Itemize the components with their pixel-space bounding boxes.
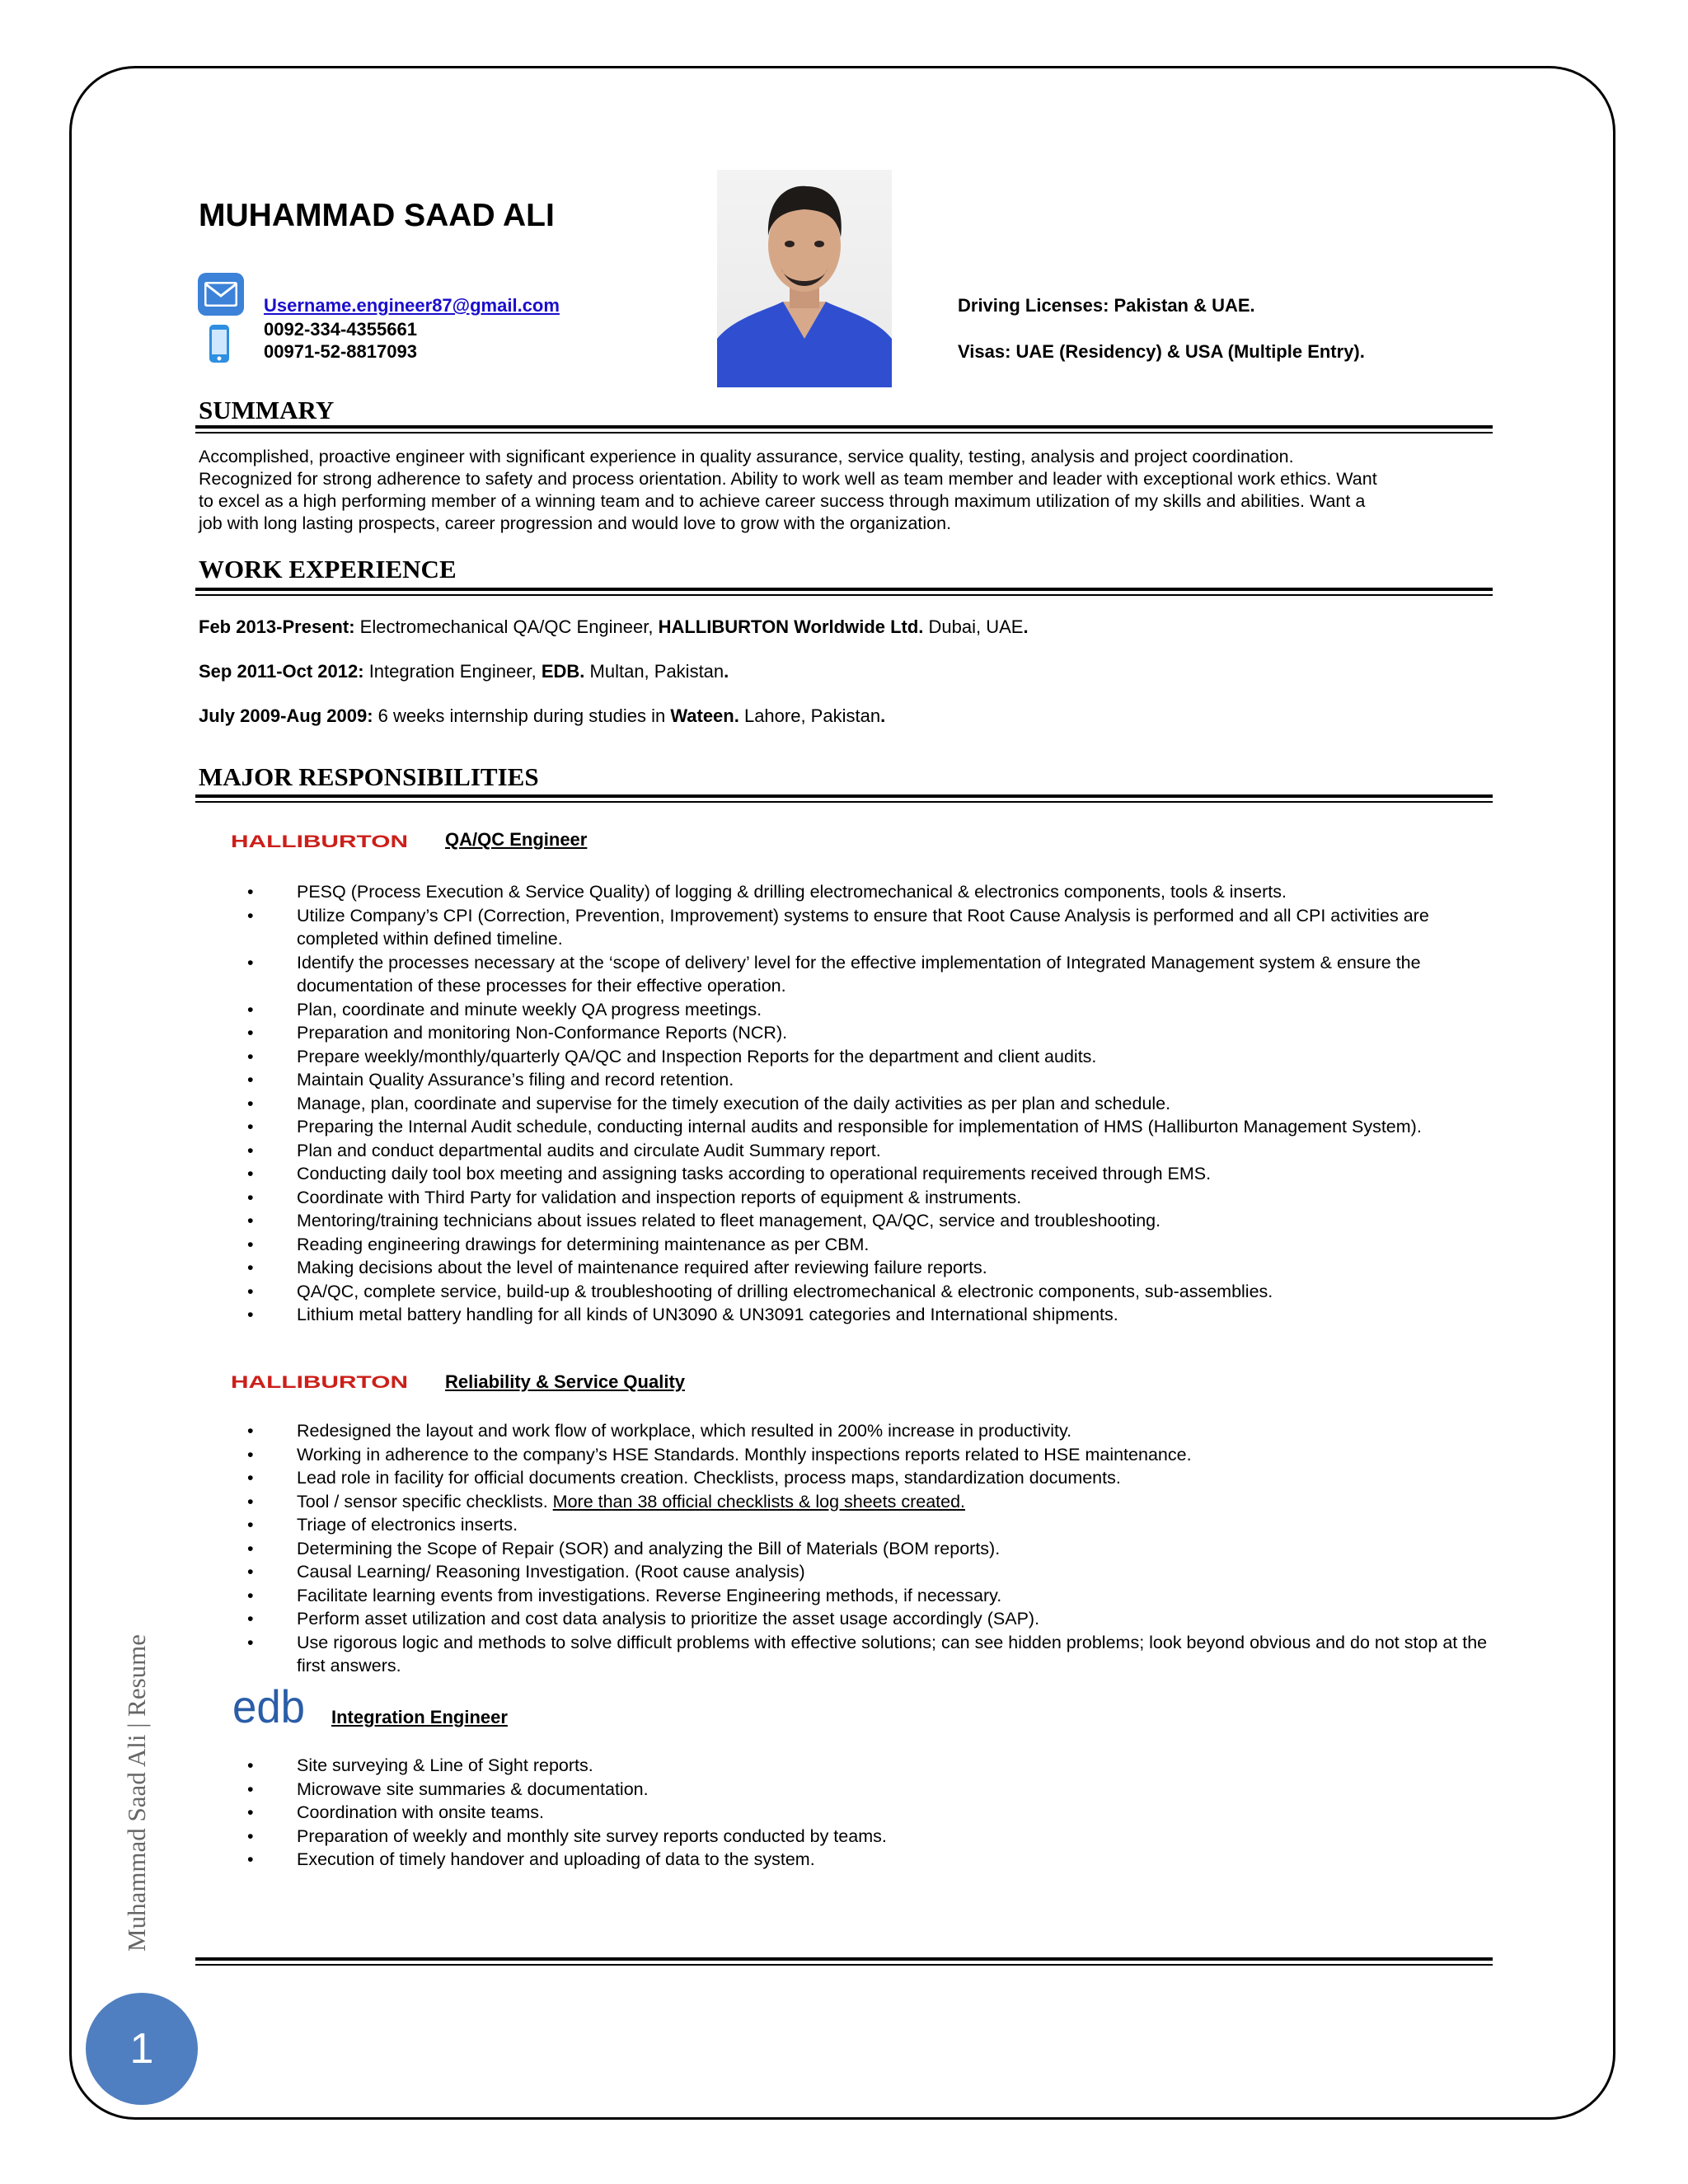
list-item: • Triage of electronics inserts. [247, 1513, 1492, 1537]
list-item: • Manage, plan, coordinate and supervise for the timely execution of the daily activities as per plan and schedule. [247, 1092, 1492, 1116]
list-item: • Redesigned the layout and work flow of workplace, which resulted in 200% increase in productivity. [247, 1419, 1492, 1443]
list-item: • Facilitate learning events from investigations. Reverse Engineering methods, if necessary. [247, 1584, 1492, 1608]
list-item: • Reading engineering drawings for determining maintenance as per CBM. [247, 1233, 1492, 1257]
candidate-name: MUHAMMAD SAAD ALI [199, 198, 555, 233]
work-entry-wateen: July 2009-Aug 2009: 6 weeks internship during studies in Wateen. Lahore, Pakistan. [199, 705, 886, 726]
summary-heading: SUMMARY [199, 396, 335, 424]
svg-text:HALLIBURTON: HALLIBURTON [231, 832, 408, 851]
list-item: • Making decisions about the level of maintenance required after reviewing failure reports. [247, 1256, 1492, 1280]
rsq-responsibilities-list [247, 1419, 1492, 1678]
side-footer-text: Muhammad Saad Ali | Resume [122, 1633, 151, 1952]
work-entry-edb: Sep 2011-Oct 2012: Integration Engineer, EDB. Multan, Pakistan. [199, 661, 729, 682]
list-item: • Coordinate with Third Party for validation and inspection reports of equipment & instruments. [247, 1186, 1492, 1210]
list-item: • Mentoring/training technicians about issues related to fleet management, QA/QC, service and troubleshooting. [247, 1209, 1492, 1233]
svg-text:edb: edb [232, 1681, 305, 1732]
list-item: • Coordination with onsite teams. [247, 1801, 1492, 1825]
list-item: • Lithium metal battery handling for all kinds of UN3090 & UN3091 categories and International shipments. [247, 1303, 1492, 1327]
list-item: • Maintain Quality Assurance’s filing and record retention. [247, 1068, 1492, 1092]
edb-logo [231, 1681, 310, 1736]
list-item: • Determining the Scope of Repair (SOR) and analyzing the Bill of Materials (BOM reports). [247, 1537, 1492, 1561]
halliburton-logo [231, 827, 412, 857]
summary-text: Accomplished, proactive engineer with significant experience in quality assurance, service quality, testing, analysis and project coordination. Recognized for strong adherence to safety and process orientation. Ability to work well as team member and leader with exceptional work ethics. Want to excel as a high performing member of a winning team and to achieve career success through maximum utilization of my skills and abilities. Want a job with long lasting prospects, career progression and would love to grow with the organization. [199, 447, 1377, 533]
list-item: • Tool / sensor specific checklists. More than 38 official checklists & log sheets created. [247, 1490, 1492, 1514]
edb-responsibilities-list [247, 1754, 1492, 1872]
section-divider [195, 588, 1493, 596]
work-entry-halliburton: Feb 2013-Present: Electromechanical QA/QC Engineer, HALLIBURTON Worldwide Ltd. Dubai, UAE. [199, 616, 1029, 637]
list-item: • Use rigorous logic and methods to solve difficult problems with effective solutions; can see hidden problems; look beyond obvious and do not stop at the first answers. [247, 1631, 1492, 1678]
list-item: • Working in adherence to the company’s HSE Standards. Monthly inspections reports related to HSE maintenance. [247, 1443, 1492, 1467]
edb-role-title: Integration Engineer [331, 1707, 508, 1727]
phone-icon [208, 324, 231, 363]
list-item: • Lead role in facility for official documents creation. Checklists, process maps, standardization documents. [247, 1466, 1492, 1490]
email-link[interactable]: Username.engineer87@gmail.com [264, 295, 560, 316]
svg-text:HALLIBURTON: HALLIBURTON [231, 1373, 408, 1392]
list-item: • Microwave site summaries & documentation. [247, 1778, 1492, 1802]
qa-role-title: QA/QC Engineer [445, 829, 588, 850]
responsibilities-heading: MAJOR RESPONSIBILITIES [199, 762, 539, 791]
list-item: • Plan and conduct departmental audits and circulate Audit Summary report. [247, 1139, 1492, 1163]
list-item: • Execution of timely handover and uploading of data to the system. [247, 1848, 1492, 1872]
list-item: • QA/QC, complete service, build-up & troubleshooting of drilling electromechanical & electronic components, sub-assemblies. [247, 1280, 1492, 1304]
email-icon [198, 273, 244, 316]
list-item: • Conducting daily tool box meeting and assigning tasks according to operational requirements received through EMS. [247, 1162, 1492, 1186]
phone-pakistan: 0092-334-4355661 [264, 319, 417, 340]
list-item: • Plan, coordinate and minute weekly QA progress meetings. [247, 998, 1492, 1022]
footer-divider [195, 1957, 1493, 1966]
qa-responsibilities-list [247, 880, 1492, 1327]
visas: Visas: UAE (Residency) & USA (Multiple Entry). [958, 341, 1365, 362]
list-item: • Preparation of weekly and monthly site survey reports conducted by teams. [247, 1825, 1492, 1849]
page-number: 1 [86, 1993, 198, 2105]
rsq-role-title: Reliability & Service Quality [445, 1371, 686, 1392]
checklists-count: More than 38 official checklists & log sheets created. [552, 1491, 966, 1511]
work-experience-heading: WORK EXPERIENCE [199, 555, 457, 583]
driving-licenses: Driving Licenses: Pakistan & UAE. [958, 295, 1255, 316]
list-item: • Site surveying & Line of Sight reports. [247, 1754, 1492, 1778]
list-item: • PESQ (Process Execution & Service Quality) of logging & drilling electromechanical & electronics components, tools & inserts. [247, 880, 1492, 904]
list-item: • Identify the processes necessary at the ‘scope of delivery’ level for the effective implementation of Integrated Management system & ensure the documentation of these processes for their effective operation. [247, 951, 1492, 998]
list-item: • Prepare weekly/monthly/quarterly QA/QC and Inspection Reports for the department and client audits. [247, 1045, 1492, 1069]
phone-uae: 00971-52-8817093 [264, 341, 417, 362]
list-item: • Causal Learning/ Reasoning Investigation. (Root cause analysis) [247, 1560, 1492, 1584]
section-divider [195, 425, 1493, 434]
list-item: • Preparation and monitoring Non-Conformance Reports (NCR). [247, 1021, 1492, 1045]
list-item: • Perform asset utilization and cost data analysis to prioritize the asset usage accordingly (SAP). [247, 1607, 1492, 1631]
halliburton-logo [231, 1368, 412, 1398]
list-item: • Preparing the Internal Audit schedule, conducting internal audits and responsible for implementation of HMS (Halliburton Management System). [247, 1115, 1492, 1139]
section-divider [195, 794, 1493, 803]
list-item: • Utilize Company’s CPI (Correction, Prevention, Improvement) systems to ensure that Root Cause Analysis is performed and all CPI activities are completed within defined timeline. [247, 904, 1492, 951]
profile-photo [717, 170, 892, 387]
